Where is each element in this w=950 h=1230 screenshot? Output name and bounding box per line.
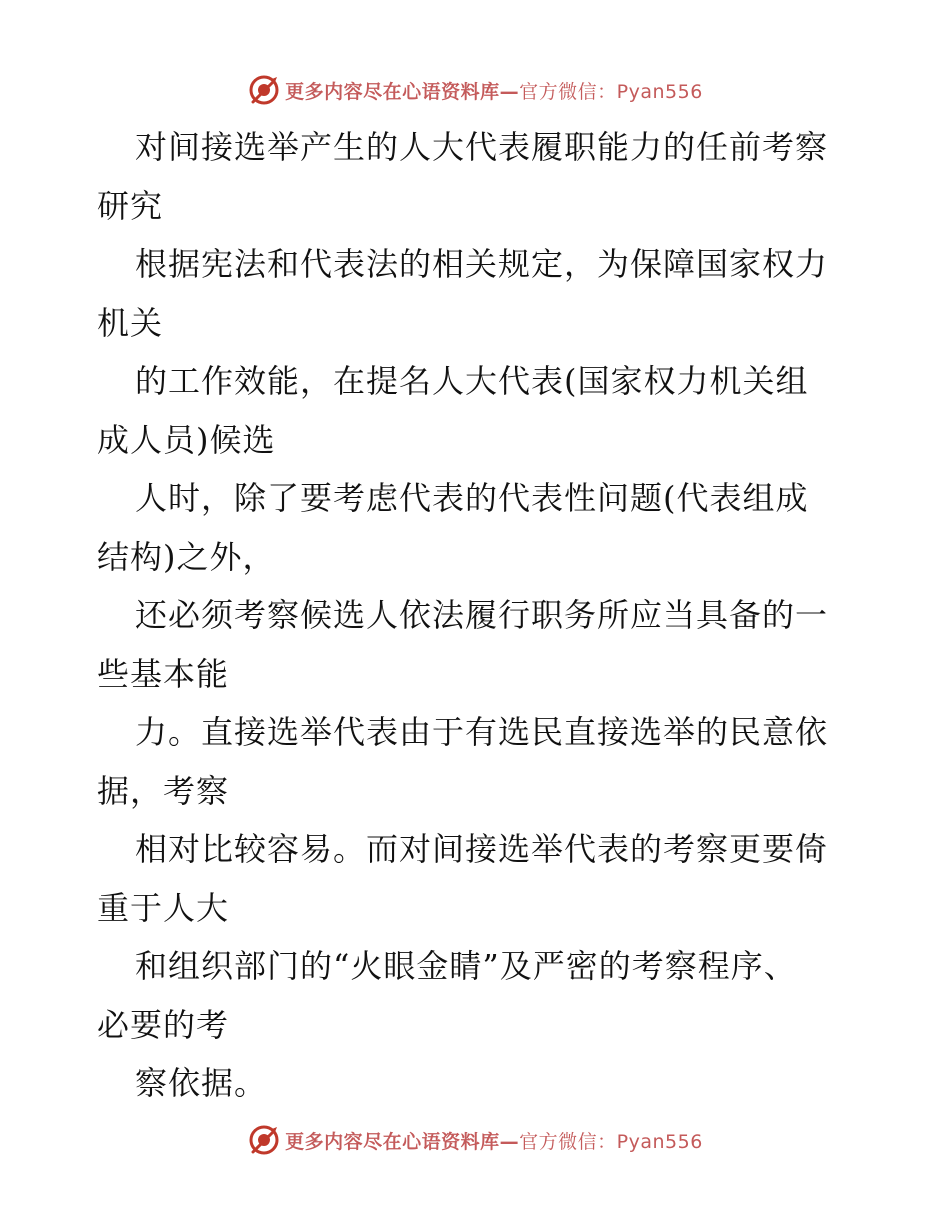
- banner-text: [285, 1127, 703, 1154]
- text-line: 的工作效能，在提名人大代表(国家权力机关组: [135, 362, 809, 400]
- text-line: 对间接选举产生的人大代表履职能力的任前考察: [135, 128, 829, 166]
- banner-library-text: 更多内容尽在心语资料库—: [285, 1130, 520, 1153]
- text-line: 察依据。: [135, 1064, 268, 1102]
- text-line: 研究: [97, 186, 164, 225]
- text-line: 些基本能: [97, 654, 230, 693]
- banner-wechat-text: 官方微信：Pyan556: [519, 1130, 703, 1153]
- banner-wechat-text: 官方微信：Pyan556: [519, 80, 703, 103]
- text-line: 机关: [97, 303, 164, 342]
- pen-logo-icon: [247, 1123, 281, 1157]
- text-line: 相对比较容易。而对间接选举代表的考察更要倚: [135, 830, 829, 868]
- text-line: 还必须考察候选人依法履行职务所应当具备的一: [135, 596, 829, 634]
- banner-library-text: 更多内容尽在心语资料库—: [285, 80, 520, 103]
- banner-text: [285, 77, 703, 104]
- text-line: 结构)之外，: [97, 537, 276, 576]
- text-line: 成人员)候选: [97, 420, 276, 459]
- pen-logo-icon: [247, 73, 281, 107]
- footer-banner: [0, 1120, 950, 1160]
- text-line: 力。直接选举代表由于有选民直接选举的民意依: [135, 713, 829, 751]
- header-banner: [0, 70, 950, 110]
- text-line: 根据宪法和代表法的相关规定，为保障国家权力: [135, 245, 829, 283]
- document-body: [97, 118, 867, 1113]
- text-line: 重于人大: [97, 888, 230, 927]
- text-line: 人时，除了要考虑代表的代表性问题(代表组成: [135, 479, 809, 517]
- text-line: 和组织部门的“火眼金睛”及严密的考察程序、: [135, 947, 797, 985]
- text-line: 必要的考: [97, 1005, 230, 1044]
- text-line: 据，考察: [97, 771, 230, 810]
